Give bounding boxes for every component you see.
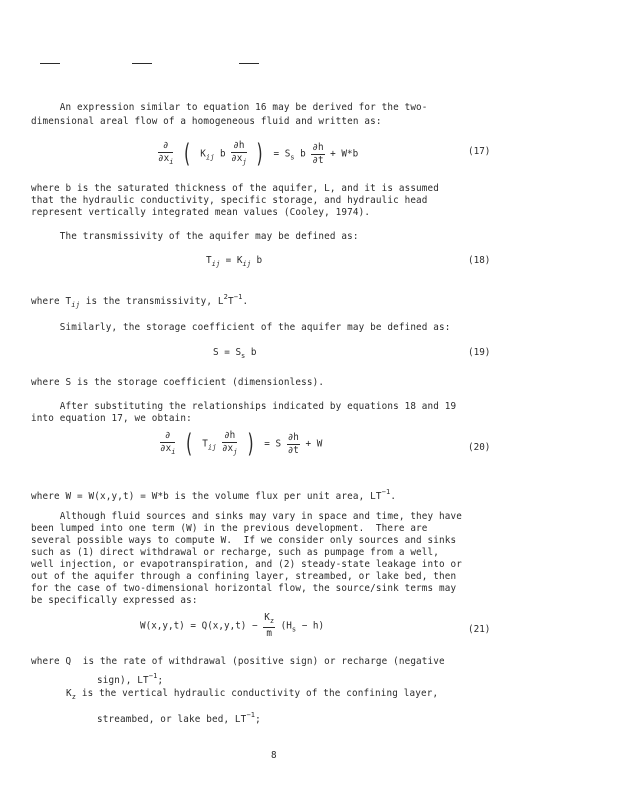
paragraph-line: where S is the storage coefficient (dimensionless). — [31, 377, 325, 388]
paragraph-line: represent vertically integrated mean values (Cooley, 1974). — [31, 207, 371, 218]
equation-21: W(x,y,t) = Q(x,y,t) − $\frac{K_z}{m}$ $(H_s - h)$ — [140, 612, 325, 639]
equation-19: $S = S_s$ b — [213, 347, 257, 360]
paragraph-line: where Q is the rate of withdrawal (positive sign) or recharge (negative — [31, 656, 445, 667]
equation-number: (19) — [468, 347, 491, 358]
paragraph-line: Similarly, the storage coefficient of the aquifer may be defined as: — [31, 322, 451, 333]
paragraph-line: where b is the saturated thickness of the aquifer, L, and it is assumed — [31, 183, 440, 194]
header-rule — [239, 63, 259, 64]
paragraph-line: that the hydraulic conductivity, specific storage, and hydraulic head — [31, 195, 428, 206]
equation-number: (18) — [468, 255, 491, 266]
paragraph-line: where $T_{ij}$ is the transmissivity, $L^2T^{-1}$. — [31, 293, 249, 309]
paragraph-line: After substituting the relationships indicated by equations 18 and 19 — [31, 401, 457, 412]
equation-number: (20) — [468, 442, 491, 453]
paragraph-line: been lumped into one term (W) in the previous development. There are — [31, 523, 428, 534]
equation-18: $T_{ij} = K_{ij}$ b — [206, 255, 263, 268]
paragraph-line: Although fluid sources and sinks may vary in space and time, they have — [31, 511, 463, 522]
paragraph-line: where W = W(x,y,t) = W*b is the volume flux per unit area, $LT^{-1}$. — [31, 488, 397, 502]
equation-17: $\frac{\partial}{\partial x_i}$ ( $K_{ij}$ b $\frac{\partial h}{\partial x_j}$ ) = $S_s$ b $\frac{\partial h}{\partial t}$ + W*b — [158, 139, 359, 169]
equation-number: (21) — [468, 624, 491, 635]
paragraph-line: streambed, or lake bed, $LT^{-1}$; — [97, 711, 261, 725]
paragraph-line: into equation 17, we obtain: — [31, 413, 192, 424]
equation-20: $\frac{\partial}{\partial x_i}$ ( $T_{ij}$ $\frac{\partial h}{\partial x_j}$ ) = S $\frac{\partial h}{\partial t}$ + W — [160, 429, 323, 459]
header-rule — [132, 63, 152, 64]
paragraph-line: sign), $LT^{-1}$; — [97, 672, 164, 686]
paragraph-line: out of the aquifer through a confining layer, streambed, or lake bed, then — [31, 571, 457, 582]
paragraph-line: such as (1) direct withdrawal or recharge, such as pumpage from a well, — [31, 547, 440, 558]
equation-number: (17) — [468, 146, 491, 157]
paragraph-line: be specifically expressed as: — [31, 595, 198, 606]
paragraph-line: well injection, or evapotranspiration, and (2) steady-state leakage into or — [31, 559, 463, 570]
paragraph-line: An expression similar to equation 16 may be derived for the two- — [31, 102, 428, 113]
paragraph-line: The transmissivity of the aquifer may be defined as: — [31, 231, 359, 242]
paragraph-line: several possible ways to compute W. If we consider only sources and sinks — [31, 535, 457, 546]
paragraph-line: for the case of two-dimensional horizontal flow, the source/sink terms may — [31, 583, 457, 594]
page-number: 8 — [271, 750, 277, 761]
paragraph-line: $K_z$ is the vertical hydraulic conductivity of the confining layer, — [66, 688, 439, 701]
header-rule — [40, 63, 60, 64]
paragraph-line: dimensional areal flow of a homogeneous fluid and written as: — [31, 116, 382, 127]
